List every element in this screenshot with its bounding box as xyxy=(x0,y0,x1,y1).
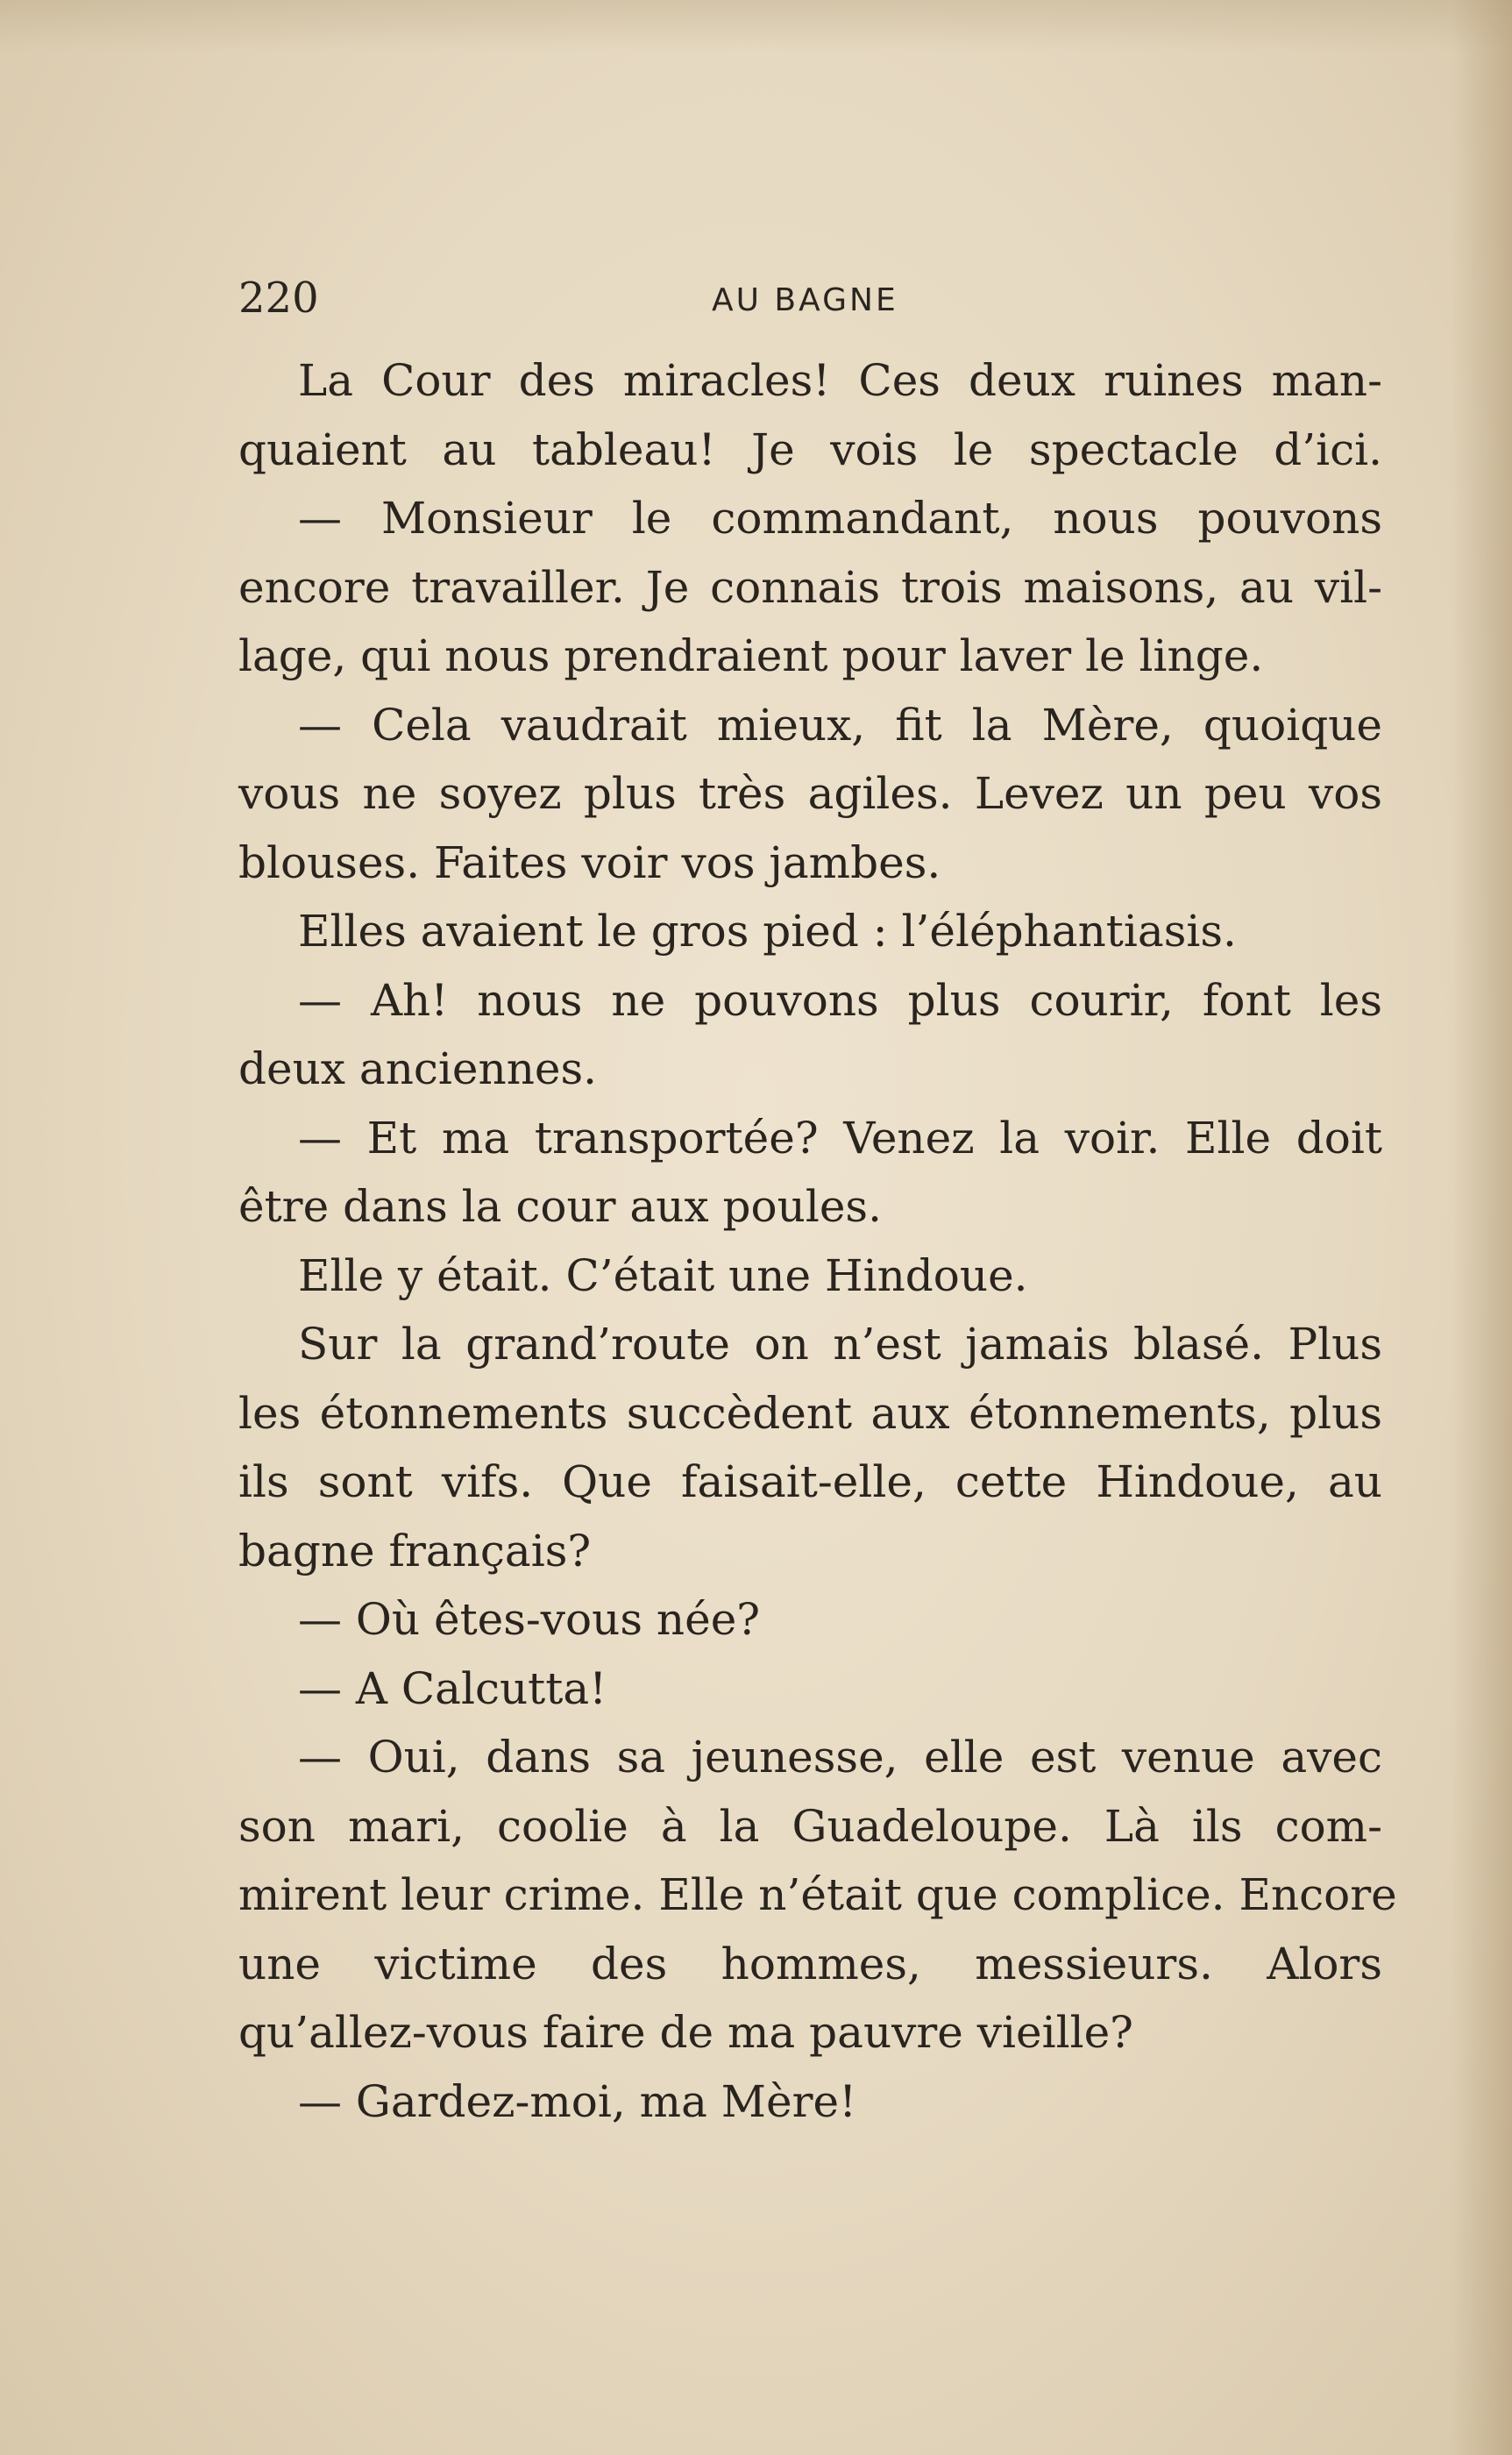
text-line: — Gardez-moi, ma Mère! xyxy=(298,2075,857,2127)
text-line: quaient au tableau! Je vois le spectacle d’ici. xyxy=(238,423,1382,475)
text-line: Sur la grand’route on n’est jamais blasé. Plus xyxy=(298,1319,1382,1370)
text-line: La Cour des miracles! Ces deux ruines man- xyxy=(298,355,1382,406)
text-line: qu’allez-vous faire de ma pauvre vieille? xyxy=(238,2007,1133,2058)
text-line: — A Calcutta! xyxy=(298,1662,607,1714)
text-line: ils sont vifs. Que faisait-elle, cette Hindoue, au xyxy=(238,1456,1382,1507)
text-line: — Où êtes-vous née? xyxy=(298,1594,761,1645)
text-line: — Cela vaudrait mieux, fit la Mère, quoique xyxy=(298,699,1382,751)
text-line: — Monsieur le commandant, nous pouvons xyxy=(298,493,1382,544)
text-line: deux anciennes. xyxy=(238,1043,598,1094)
text-line: vous ne soyez plus très agiles. Levez un peu vos xyxy=(238,768,1382,819)
text-line: encore travailler. Je connais trois maisons, au vil- xyxy=(238,561,1382,613)
text-body xyxy=(238,346,1397,2136)
text-line: mirent leur crime. Elle n’était que complice. Encore xyxy=(238,1869,1397,1920)
text-line: son mari, coolie à la Guadeloupe. Là ils com- xyxy=(238,1800,1382,1852)
page-edge-shadow-top xyxy=(0,0,1512,53)
text-line: bagne français? xyxy=(238,1525,592,1576)
text-line: être dans la cour aux poules. xyxy=(238,1181,882,1232)
text-line: les étonnements succèdent aux étonnements, plus xyxy=(238,1387,1382,1439)
text-line: Elles avaient le gros pied : l’éléphantiasis. xyxy=(298,906,1237,957)
page-header xyxy=(238,274,1378,326)
text-line: une victime des hommes, messieurs. Alors xyxy=(238,1938,1382,1989)
text-line: Elle y était. C’était une Hindoue. xyxy=(298,1249,1028,1301)
running-title: AU BAGNE xyxy=(712,282,898,318)
text-line: — Ah! nous ne pouvons plus courir, font les xyxy=(298,974,1382,1026)
text-line: — Oui, dans sa jeunesse, elle est venue avec xyxy=(298,1732,1382,1783)
page-edge-shadow-right xyxy=(1451,0,1512,2455)
text-line: blouses. Faites voir vos jambes. xyxy=(238,836,941,888)
page-number: 220 xyxy=(238,274,319,323)
text-line: lage, qui nous prendraient pour laver le linge. xyxy=(238,630,1264,681)
text-line: — Et ma transportée? Venez la voir. Elle doit xyxy=(298,1112,1382,1163)
